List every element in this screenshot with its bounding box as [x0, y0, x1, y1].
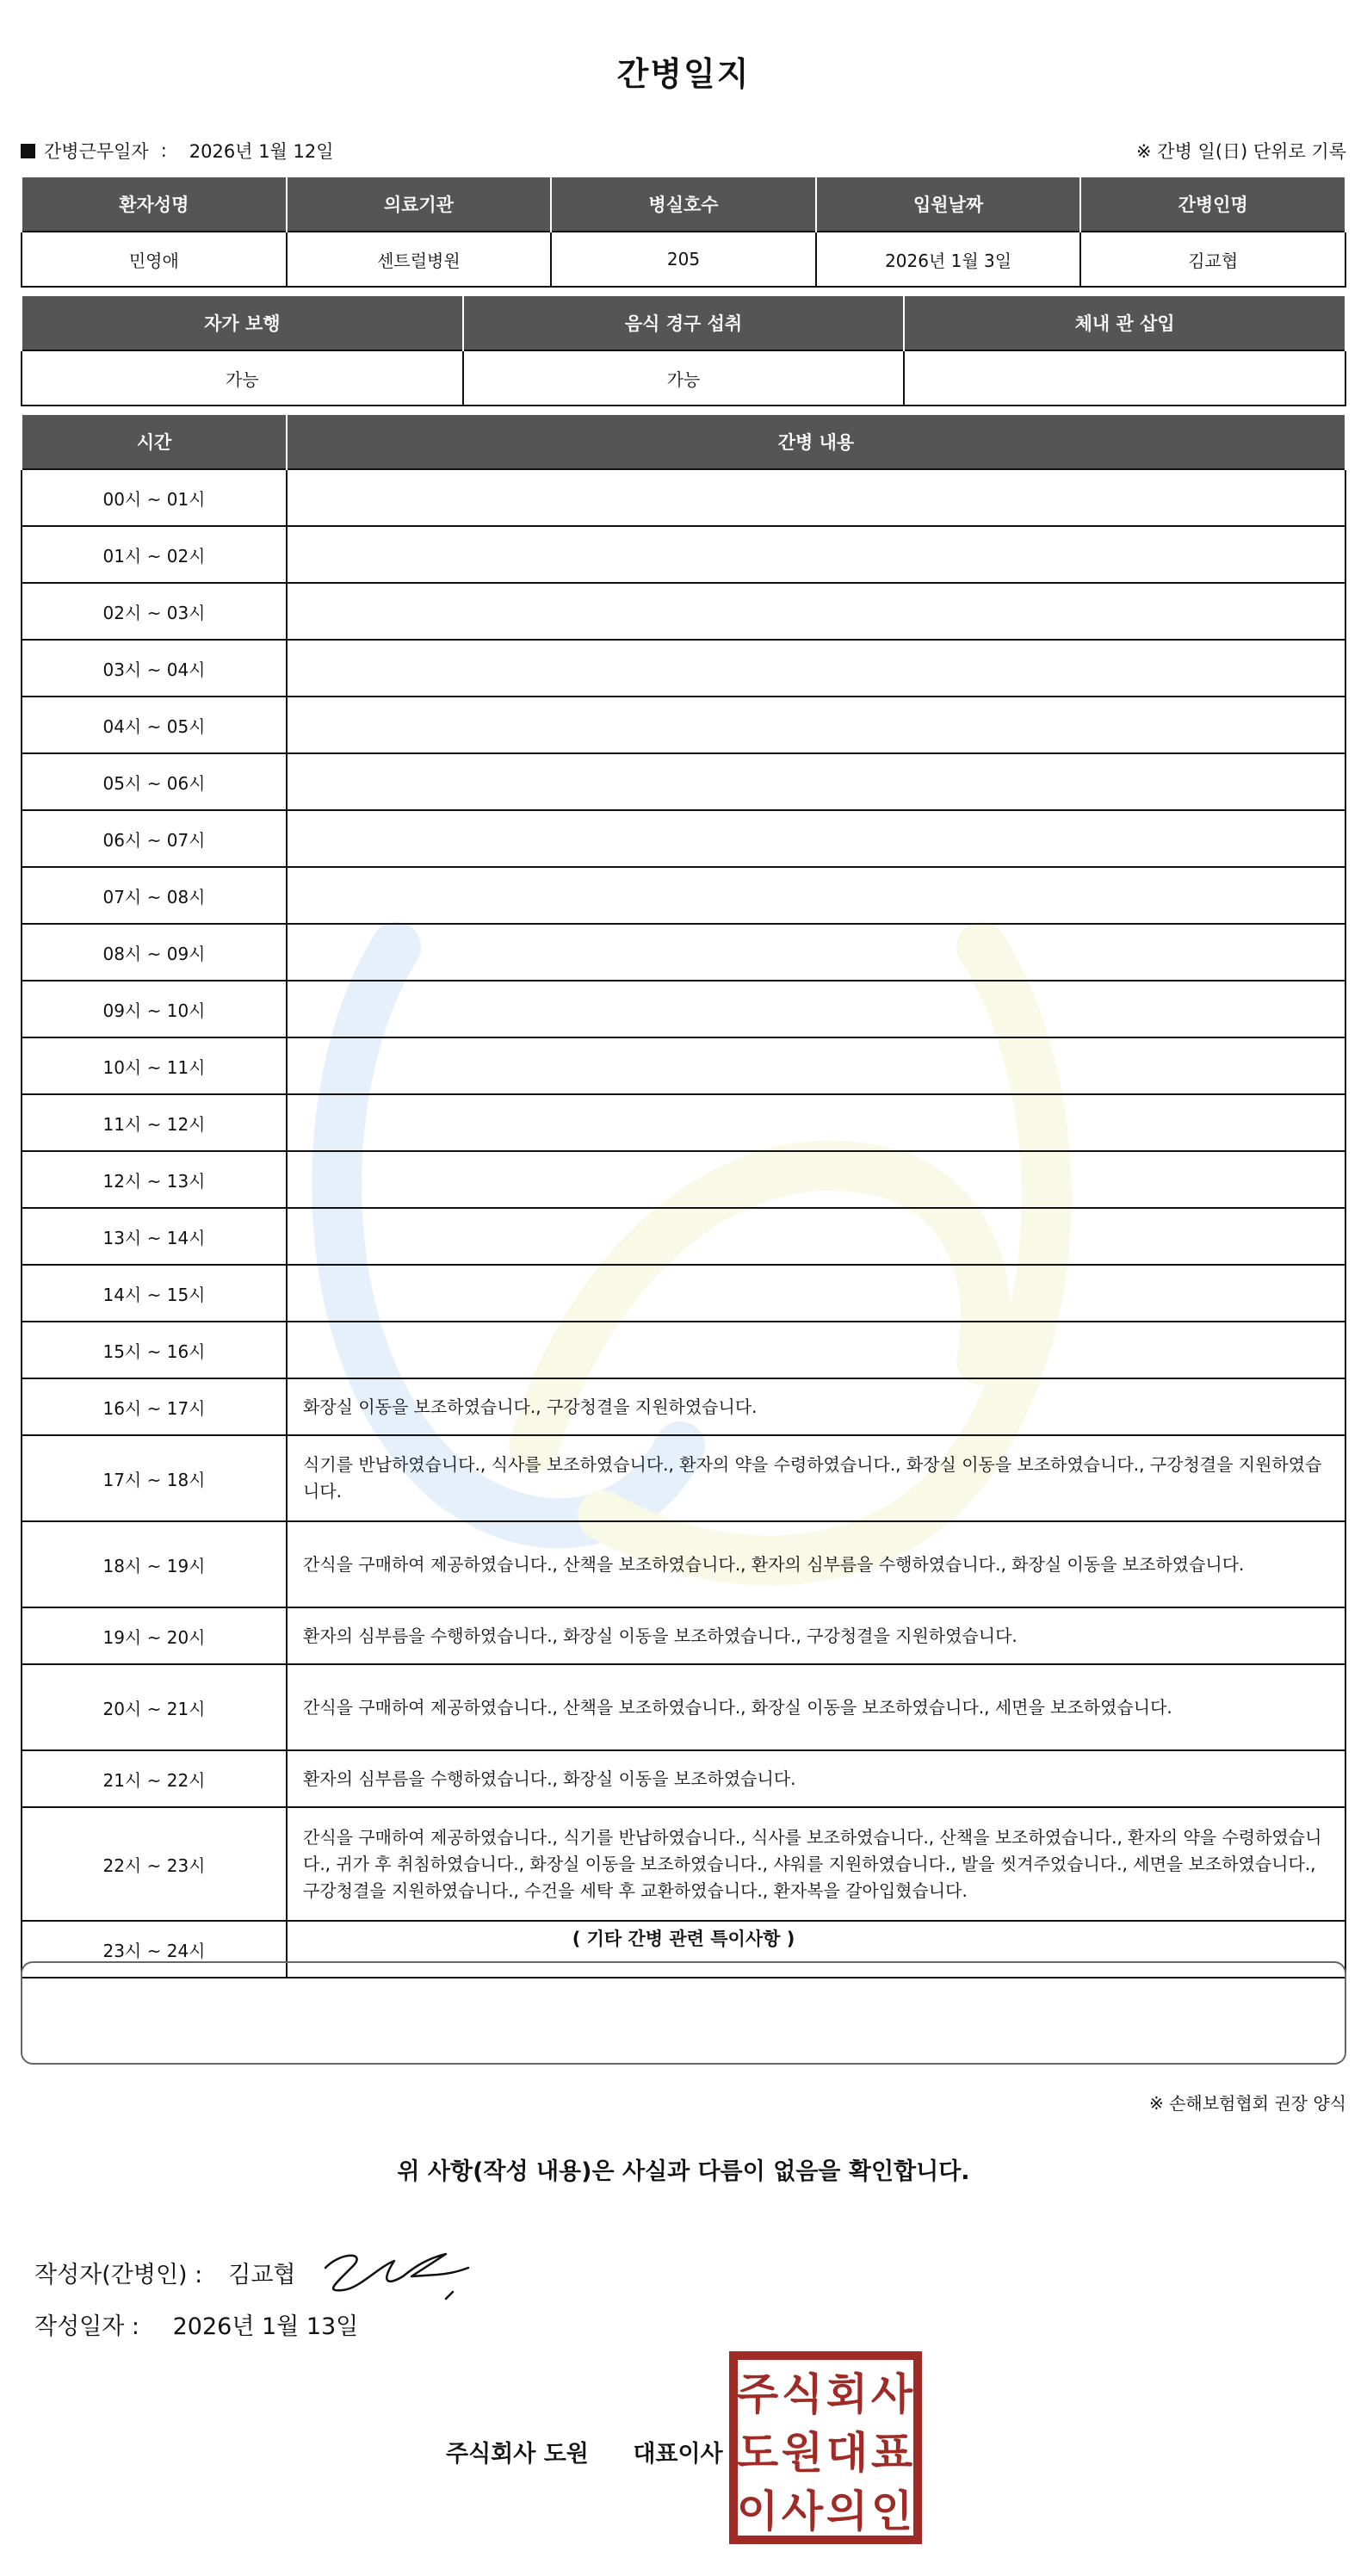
header-self-walking: 자가 보행 — [22, 295, 463, 350]
header-time: 시간 — [22, 414, 287, 469]
log-row — [22, 810, 1345, 867]
daily-record-note: ※ 간병 일(日) 단위로 기록 — [1136, 141, 1346, 162]
log-content — [287, 1151, 1345, 1208]
log-row — [22, 1322, 1345, 1378]
log-row — [22, 1607, 1345, 1664]
log-content — [287, 981, 1345, 1037]
work-date-value: 2026년 1월 12일 — [189, 141, 334, 162]
svg-text:인: 인 — [870, 2486, 913, 2536]
notes-title: ( 기타 간병 관련 특이사항 ) — [572, 1929, 795, 1949]
hospital-name: 센트럴병원 — [287, 232, 552, 287]
log-time: 03시 ~ 04시 — [22, 640, 287, 697]
header-hospital: 의료기관 — [287, 176, 552, 232]
tube-insertion-value — [904, 350, 1345, 406]
log-row — [22, 697, 1345, 753]
svg-text:원: 원 — [781, 2428, 824, 2478]
log-row — [22, 981, 1345, 1037]
svg-text:식: 식 — [781, 2369, 824, 2419]
log-content — [287, 1322, 1345, 1378]
log-row — [22, 526, 1345, 583]
log-time: 04시 ~ 05시 — [22, 697, 287, 753]
svg-text:사: 사 — [870, 2369, 913, 2419]
log-content: 식기를 반납하였습니다., 식사를 보조하였습니다., 환자의 약을 수령하였습니다., 화장실 이동을 보조하였습니다., 구강청결을 지원하였습니다. — [287, 1435, 1345, 1521]
work-date-line: 간병근무일자 : 2026년 1월 12일 — [21, 138, 334, 164]
log-content — [287, 1208, 1345, 1265]
log-row — [22, 924, 1345, 981]
log-content — [287, 1265, 1345, 1322]
log-time: 05시 ~ 06시 — [22, 753, 287, 810]
patient-status-table — [21, 294, 1346, 406]
log-content — [287, 810, 1345, 867]
svg-text:회: 회 — [826, 2369, 869, 2419]
log-row — [22, 1750, 1345, 1807]
log-row — [22, 1208, 1345, 1265]
log-row — [22, 753, 1345, 810]
log-row — [22, 1664, 1345, 1750]
svg-text:주: 주 — [736, 2369, 779, 2419]
svg-text:표: 표 — [870, 2428, 913, 2478]
svg-text:대: 대 — [826, 2428, 869, 2478]
log-time: 17시 ~ 18시 — [22, 1435, 287, 1521]
log-row — [22, 583, 1345, 640]
log-time: 06시 ~ 07시 — [22, 810, 287, 867]
log-time: 07시 ~ 08시 — [22, 867, 287, 924]
written-date-value: 2026년 1월 13일 — [172, 2313, 359, 2340]
header-patient-name: 환자성명 — [22, 176, 287, 232]
log-content: 환자의 심부름을 수행하였습니다., 화장실 이동을 보조하였습니다., 구강청결을 지원하였습니다. — [287, 1607, 1345, 1664]
company-name: 주식회사 도원 — [446, 2441, 589, 2468]
written-date-line — [34, 2307, 358, 2341]
writer-label: 작성자(간병인) : — [34, 2261, 203, 2288]
log-content — [287, 1094, 1345, 1151]
log-time: 15시 ~ 16시 — [22, 1322, 287, 1378]
log-time: 16시 ~ 17시 — [22, 1378, 287, 1435]
log-time: 02시 ~ 03시 — [22, 583, 287, 640]
log-row — [22, 1265, 1345, 1322]
header-caregiver-name: 간병인명 — [1080, 176, 1345, 232]
admission-date: 2026년 1월 3일 — [816, 232, 1081, 287]
log-time: 18시 ~ 19시 — [22, 1521, 287, 1607]
written-date-label: 작성일자 : — [34, 2313, 140, 2340]
log-row — [22, 1378, 1345, 1435]
log-time: 13시 ~ 14시 — [22, 1208, 287, 1265]
log-row — [22, 1151, 1345, 1208]
log-content: 간식을 구매하여 제공하였습니다., 산책을 보조하였습니다., 화장실 이동을 보조하였습니다., 세면을 보조하였습니다. — [287, 1664, 1345, 1750]
log-content: 간식을 구매하여 제공하였습니다., 산책을 보조하였습니다., 환자의 심부름을 수행하였습니다., 화장실 이동을 보조하였습니다. — [287, 1521, 1345, 1607]
log-content — [287, 1037, 1345, 1094]
recommended-form-note: ※ 손해보험협회 권장 양식 — [1148, 2093, 1346, 2114]
representative-title: 대표이사 — [633, 2441, 723, 2468]
log-row — [22, 1094, 1345, 1151]
log-time: 14시 ~ 15시 — [22, 1265, 287, 1322]
document-title: 간병일지 — [616, 55, 751, 93]
log-time: 22시 ~ 23시 — [22, 1807, 287, 1921]
log-time: 08시 ~ 09시 — [22, 924, 287, 981]
patient-info-table — [21, 176, 1346, 288]
room-number: 205 — [551, 232, 816, 287]
notes-box — [21, 1961, 1346, 2065]
writer-name: 김교협 — [228, 2261, 296, 2288]
log-time: 20시 ~ 21시 — [22, 1664, 287, 1750]
log-content: 간식을 구매하여 제공하였습니다., 식기를 반납하였습니다., 식사를 보조하였습니다., 산책을 보조하였습니다., 환자의 약을 수령하였습니다., 귀가 후 취침하였습니다., 화장실 이동을 보조하였습니다., 샤워를 지원하였습니다., 발을 씻겨주었습니다., 세면을 보조하였습니다., 구강청결을 지원하였습니다., 수건을 세탁 후 교환하였습니다., 환자복을 갈아입혔습니다. — [287, 1807, 1345, 1921]
log-row — [22, 469, 1345, 526]
log-content: 화장실 이동을 보조하였습니다., 구강청결을 지원하였습니다. — [287, 1378, 1345, 1435]
log-row — [22, 1435, 1345, 1521]
log-time: 01시 ~ 02시 — [22, 526, 287, 583]
log-time: 09시 ~ 10시 — [22, 981, 287, 1037]
log-time: 00시 ~ 01시 — [22, 469, 287, 526]
log-content — [287, 753, 1345, 810]
log-content — [287, 867, 1345, 924]
header-oral-intake: 음식 경구 섭취 — [463, 295, 905, 350]
company-line — [446, 2435, 723, 2468]
log-content — [287, 469, 1345, 526]
log-time: 21시 ~ 22시 — [22, 1750, 287, 1807]
square-bullet-icon — [21, 144, 35, 158]
log-row — [22, 1807, 1345, 1921]
svg-text:도: 도 — [736, 2428, 779, 2478]
header-room: 병실호수 — [551, 176, 816, 232]
log-content — [287, 697, 1345, 753]
caregiver-name: 김교협 — [1080, 232, 1345, 287]
log-row — [22, 867, 1345, 924]
log-time: 12시 ~ 13시 — [22, 1151, 287, 1208]
log-content — [287, 526, 1345, 583]
svg-text:사: 사 — [781, 2486, 824, 2536]
work-date-label: 간병근무일자 — [44, 141, 149, 162]
writer-line — [34, 2242, 472, 2302]
log-content — [287, 924, 1345, 981]
company-seal — [728, 2350, 923, 2545]
handwritten-signature — [317, 2242, 472, 2302]
oral-intake-value: 가능 — [463, 350, 905, 406]
log-row — [22, 1037, 1345, 1094]
header-care-content: 간병 내용 — [287, 414, 1345, 469]
log-time: 19시 ~ 20시 — [22, 1607, 287, 1664]
log-time: 10시 ~ 11시 — [22, 1037, 287, 1094]
log-content — [287, 583, 1345, 640]
log-content — [287, 640, 1345, 697]
log-row — [22, 640, 1345, 697]
care-log-table — [21, 413, 1346, 1978]
log-row — [22, 1521, 1345, 1607]
header-admission-date: 입원날짜 — [816, 176, 1081, 232]
patient-name: 민영애 — [22, 232, 287, 287]
svg-text:의: 의 — [826, 2486, 869, 2536]
svg-text:이: 이 — [736, 2486, 779, 2536]
log-time: 23시 ~ 24시 — [22, 1921, 287, 1978]
log-time: 11시 ~ 12시 — [22, 1094, 287, 1151]
confirmation-statement: 위 사항(작성 내용)은 사실과 다름이 없음을 확인합니다. — [397, 2158, 970, 2185]
log-content: 환자의 심부름을 수행하였습니다., 화장실 이동을 보조하였습니다. — [287, 1750, 1345, 1807]
header-tube-insertion: 체내 관 삽입 — [904, 295, 1345, 350]
self-walking-value: 가능 — [22, 350, 463, 406]
